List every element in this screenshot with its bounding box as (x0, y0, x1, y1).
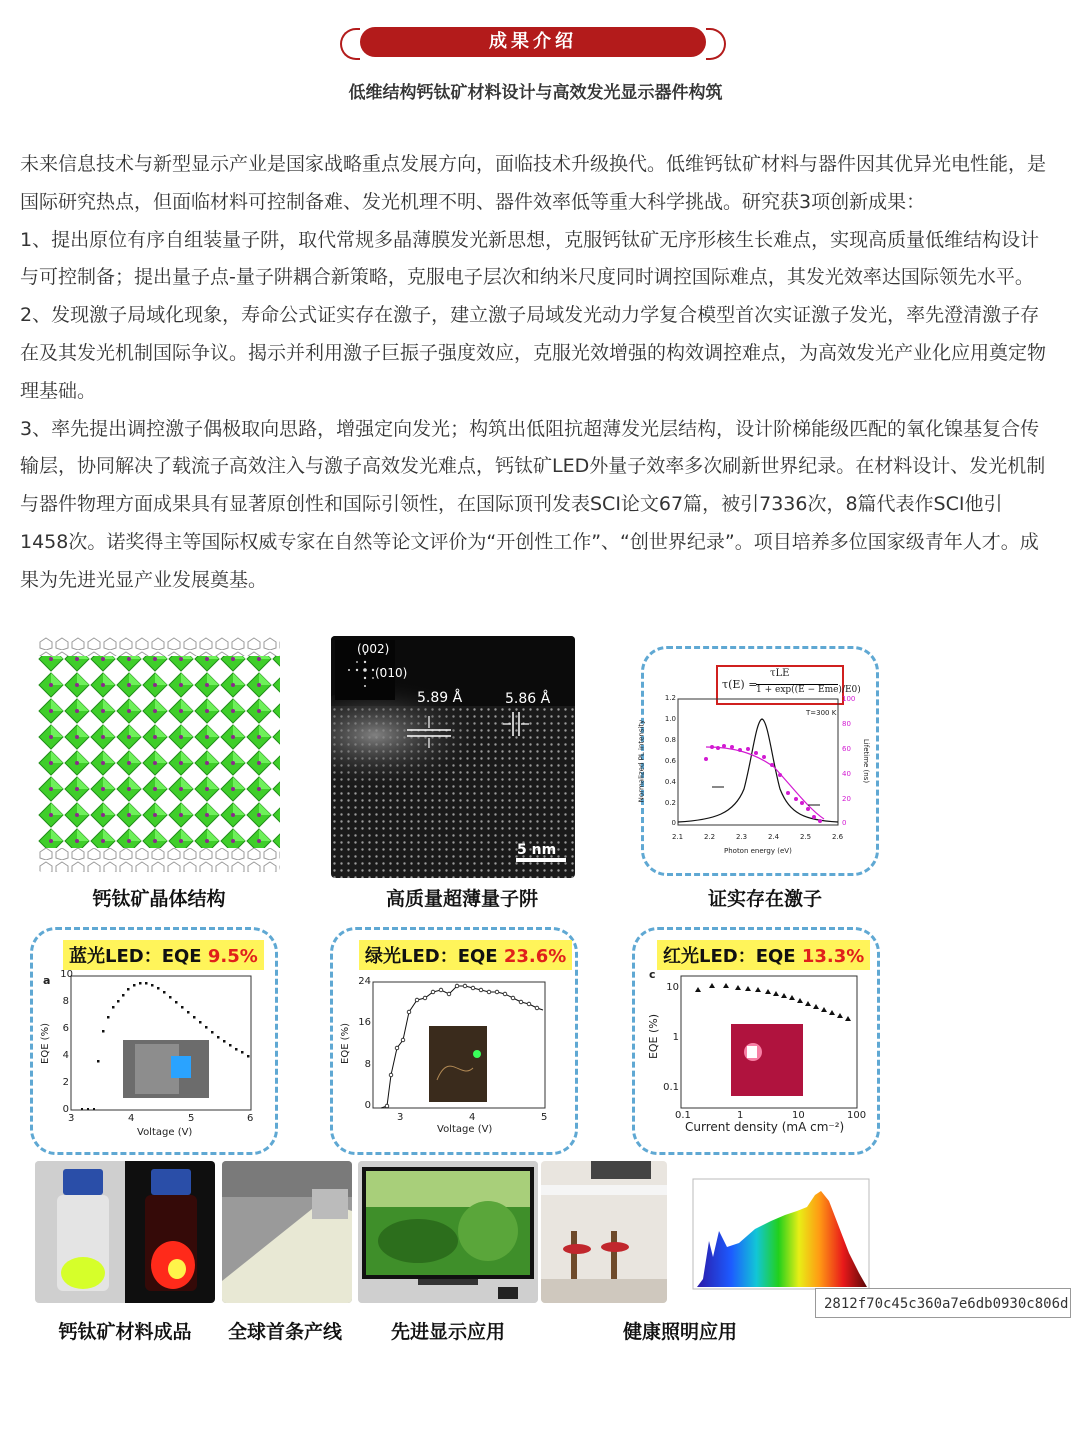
exciton-ytick-right: 100 (842, 695, 856, 703)
exciton-ytick-left: 1.0 (664, 715, 676, 723)
article-body (20, 146, 1050, 600)
red-ytick: 1 (672, 1032, 679, 1043)
blue-panel-letter: a (43, 974, 51, 987)
exciton-ytick-right: 60 (842, 745, 851, 753)
exciton-ytick-left: 0.2 (664, 799, 676, 807)
caption-crystal: 钙钛矿晶体结构 (92, 888, 226, 910)
section-badge (340, 22, 726, 62)
blue-ytick: 2 (62, 1077, 69, 1088)
red-xtick: 10 (792, 1110, 805, 1121)
red-led-figure (632, 927, 880, 1155)
blue-ytick: 0 (62, 1104, 69, 1115)
badge-label: 成果介绍 (360, 27, 706, 57)
formula-lhs: τ(E) = (722, 678, 758, 691)
exciton-yticks-left (664, 694, 676, 829)
red-led-title-label: 红光LED：EQE (663, 946, 802, 967)
crystal-structure-image (38, 636, 280, 872)
blue-xtick: 3 (68, 1113, 75, 1124)
blue-yticks (59, 969, 73, 1120)
green-xtick: 4 (469, 1112, 476, 1123)
exciton-xtick: 2.5 (800, 833, 812, 841)
exciton-temperature: T=300 K (806, 709, 837, 717)
exciton-ytick-left: 0.4 (664, 778, 676, 786)
green-ytick: 0 (364, 1100, 371, 1111)
tem-spacing-2: 5.86 Å (505, 691, 551, 707)
red-ytick: 10 (666, 982, 679, 993)
tem-spacing-1: 5.89 Å (417, 690, 463, 706)
caption-quantum-well: 高质量超薄量子阱 (385, 888, 538, 910)
tem-scale-bar-label: 5 nm (517, 842, 557, 858)
exciton-xtick: 2.6 (832, 833, 844, 841)
blue-ylabel: EQE (%) (40, 1023, 51, 1064)
paragraph-3: 3、率先提出调控激子偶极取向思路，增强定向发光；构筑出低阻抗超薄发光层结构，设计阶梯能级匹配的氧化镍基复合传输层，协同解决了载流子高效注入与激子高效发光难点，钙钛矿LED外量子效率多次刷新世界纪录。在材料设计、发光机制与器件物理方面成果具有显著原创性和国际引领性，在国际顶刊发表SCI论文67篇，被引7336次，8篇代表作SCI他引1458次。诺奖得主等国际权威专家在自然等论文评价为“开创性工作”、“创世界纪录”。项目培养多位国家级青年人才。成果为先进光显产业发展奠基。 (20, 417, 1046, 591)
badge-bracket-right (706, 28, 726, 60)
blue-led-figure (30, 927, 278, 1155)
exciton-ytick-right: 0 (842, 819, 847, 827)
blue-ytick: 8 (62, 996, 69, 1007)
display-tv-photo (358, 1161, 538, 1303)
green-xtick: 3 (397, 1112, 404, 1123)
lighting-lamps-illustration (541, 1161, 667, 1303)
crystal-structure-illustration (38, 636, 280, 872)
paragraph-intro: 未来信息技术与新型显示产业是国家战略重点发展方向，面临技术升级换代。低维钙钛矿材料与器件因其优异光电性能，是国际研究热点，但面临材料可控制备难、发光机理不明、器件效率低等重大科学挑战。研究获3项创新成果： (20, 153, 1047, 213)
green-led-eqe-value: 23.6% (503, 946, 567, 967)
tem-fft-label-010: (010) (375, 666, 408, 680)
exciton-yticks-right (842, 695, 862, 829)
exciton-xlabel: Photon energy (eV) (724, 847, 792, 855)
paragraph-2: 2、发现激子局域化现象，寿命公式证实存在激子，建立激子局域发光动力学复合模型首次实证激子发光，率先澄清激子存在及其发光机制国际争议。揭示并利用激子巨振子强度效应，克服光效增强的构效调控难点，为高效发光产业化应用奠定物理基础。 (20, 304, 1047, 402)
exciton-xtick: 2.3 (736, 833, 748, 841)
blue-xtick: 6 (247, 1113, 254, 1124)
red-panel-letter: c (649, 968, 656, 981)
exciton-ylabel-left: Normalized PL intensity (637, 719, 646, 803)
blue-ytick: 10 (60, 969, 73, 980)
light-spectrum-illustration (671, 1161, 875, 1303)
exciton-xtick: 2.4 (768, 833, 780, 841)
green-ylabel: EQE (%) (340, 1023, 351, 1064)
blue-ytick: 4 (62, 1050, 69, 1061)
caption-production-line: 全球首条产线 (227, 1321, 342, 1343)
exciton-ylabel-right: Lifetime (ns) (862, 738, 871, 784)
tem-image (331, 636, 575, 878)
green-xlabel: Voltage (V) (437, 1124, 493, 1135)
blue-xtick: 5 (188, 1113, 195, 1124)
caption-material: 钙钛矿材料成品 (58, 1321, 192, 1343)
production-line-illustration (222, 1161, 352, 1303)
caption-display: 先进显示应用 (390, 1321, 505, 1343)
exciton-ytick-left: 0.8 (664, 736, 676, 744)
green-ytick: 16 (358, 1017, 371, 1028)
red-ytick: 0.1 (663, 1082, 679, 1093)
red-xtick: 100 (847, 1110, 867, 1121)
blue-led-eqe-value: 9.5% (207, 946, 258, 967)
exciton-ytick-left: 0 (671, 819, 676, 827)
exciton-ytick-right: 40 (842, 770, 851, 778)
blue-ytick: 6 (62, 1023, 69, 1034)
exciton-ytick-right: 20 (842, 795, 851, 803)
blue-led-title-label: 蓝光LED：EQE (69, 946, 208, 967)
formula-numerator: τLE (770, 668, 790, 679)
badge-bracket-left (340, 28, 360, 60)
exciton-ytick-left: 0.6 (664, 757, 676, 765)
production-line-photo (222, 1161, 352, 1303)
blue-xlabel: Voltage (V) (137, 1127, 193, 1138)
red-xtick: 1 (737, 1110, 744, 1121)
page-title: 低维结构钙钛矿材料设计与高效发光显示器件构筑 (348, 83, 723, 103)
red-led-eqe-value: 13.3% (801, 946, 865, 967)
display-tv-illustration (358, 1161, 538, 1303)
exciton-xtick: 2.2 (704, 833, 716, 841)
material-vials-photo (35, 1161, 215, 1303)
material-vials-illustration (35, 1161, 215, 1303)
blue-xtick: 4 (128, 1113, 135, 1124)
red-xlabel: Current density (mA cm⁻²) (685, 1120, 845, 1134)
red-yticks (657, 976, 679, 1116)
tem-fft-label-002: (002) (357, 642, 390, 656)
green-ytick: 8 (364, 1059, 371, 1070)
watermark-hash: 2812f70c45c360a7e6db0930c806d (815, 1288, 1071, 1318)
exciton-xtick: 2.1 (672, 833, 684, 841)
red-xtick: 0.1 (675, 1110, 691, 1121)
caption-exciton: 证实存在激子 (707, 888, 822, 910)
green-xtick: 5 (541, 1112, 548, 1123)
red-ylabel: EQE (%) (647, 1013, 661, 1060)
green-led-figure (330, 927, 578, 1155)
exciton-ytick-left: 1.2 (664, 694, 676, 702)
formula-denominator: 1 + exp((E − Eme)/E0) (756, 685, 861, 695)
light-spectrum-chart (671, 1161, 875, 1303)
paragraph-1: 1、提出原位有序自组装量子阱，取代常规多晶薄膜发光新思想，克服钙钛矿无序形核生长难点，实现高质量低维结构设计与可控制备；提出量子点-量子阱耦合新策略，克服电子层次和纳米尺度同时调控国际难点，其发光效率达国际领先水平。 (20, 228, 1040, 289)
green-led-title-label: 绿光LED：EQE (365, 946, 504, 967)
caption-lighting: 健康照明应用 (622, 1321, 737, 1343)
green-ytick: 24 (358, 976, 371, 987)
lighting-lamps-photo (541, 1161, 667, 1303)
exciton-figure (637, 646, 879, 876)
exciton-ytick-right: 80 (842, 720, 851, 728)
green-yticks (357, 976, 371, 1116)
